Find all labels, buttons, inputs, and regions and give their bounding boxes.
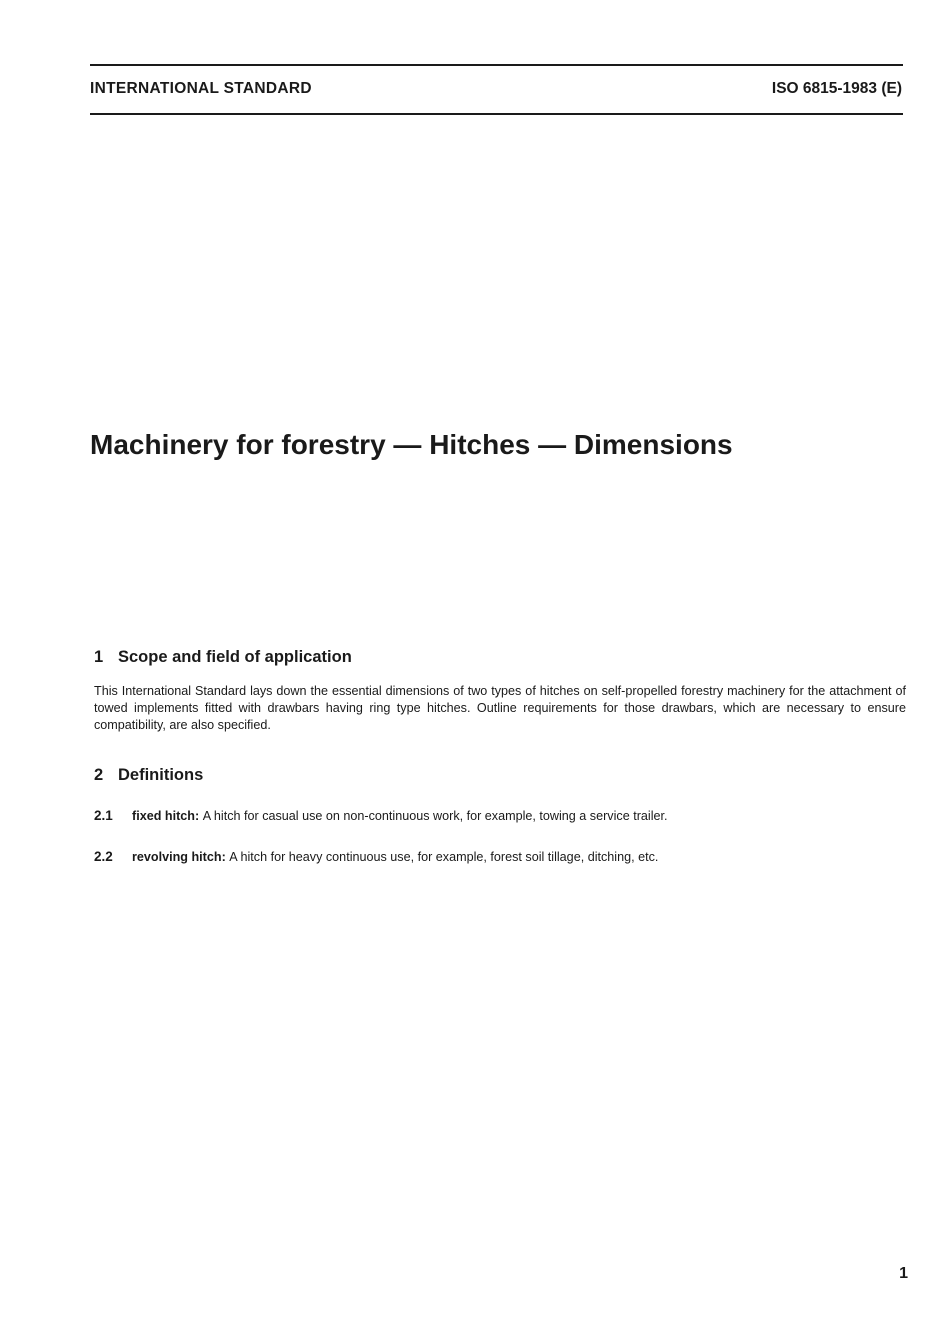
definition-number: 2.1 [94, 808, 113, 823]
document-type-label: INTERNATIONAL STANDARD [90, 80, 312, 97]
section-heading-definitions [94, 766, 203, 785]
document-title: Machinery for forestry — Hitches — Dimensions [90, 429, 733, 460]
section-number: 1 [94, 648, 104, 666]
section-heading-scope [94, 648, 352, 667]
definition-fixed-hitch: 2.1 fixed hitch: A hitch for casual use on non-continuous work, for example, towing a service trailer. [94, 808, 668, 823]
section-title: Scope and field of application [118, 648, 352, 666]
header-top-rule [90, 64, 903, 66]
definition-revolving-hitch: 2.2 revolving hitch: A hitch for heavy continuous use, for example, forest soil tillage, ditching, etc. [94, 849, 659, 864]
definition-term: fixed hitch [132, 809, 195, 823]
section-number: 2 [94, 766, 104, 784]
page-number: 1 [899, 1265, 908, 1282]
header-bottom-rule [90, 113, 903, 115]
definition-text: A hitch for casual use on non-continuous work, for example, towing a service trailer. [202, 809, 668, 823]
definition-term: revolving hitch [132, 850, 222, 864]
definition-text: A hitch for heavy continuous use, for example, forest soil tillage, ditching, etc. [229, 850, 659, 864]
scope-paragraph: This International Standard lays down the essential dimensions of two types of hitches on self-propelled forestry machinery for the attachment of towed implements fitted with drawbars having ring type hitches. Outline requirements for those drawbars, which are necessary to ensure compatibility, are also specified. [94, 684, 906, 732]
standard-number-label: ISO 6815-1983 (E) [771, 80, 902, 97]
definition-number: 2.2 [94, 849, 113, 864]
section-title: Definitions [118, 766, 204, 784]
